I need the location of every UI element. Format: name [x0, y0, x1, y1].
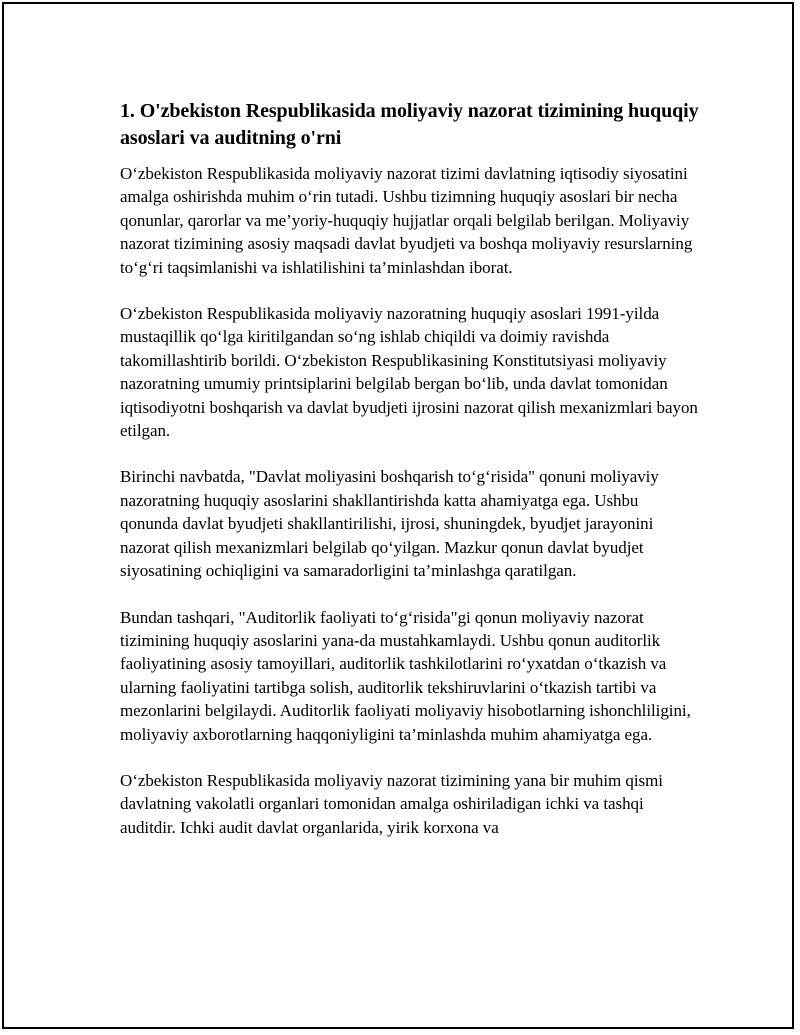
paragraph-2: O‘zbekiston Respublikasida moliyaviy nazoratning huquqiy asoslari 1991-yilda mustaqillik qo‘lga kiritilgandan so‘ng ishlab chiqildi va doimiy ravishda takomillashtirib borildi. O‘zbekiston Respublikasining Konstitutsiyasi moliyaviy nazoratning umumiy printsiplarini belgilab bergan bo‘lib, unda davlat tomonidan iqtisodiyotni boshqarish va davlat byudjeti ijrosini nazorat qilish mexanizmlari bayon etilgan. [120, 304, 698, 441]
section-heading: 1. O'zbekiston Respublikasida moliyaviy nazorat tizimining huquqiy asoslari va auditning o'rni [120, 100, 699, 149]
document-page [2, 2, 794, 1029]
document-body [120, 98, 700, 862]
paragraph-4: Bundan tashqari, "Auditorlik faoliyati to‘g‘risida"gi qonun moliyaviy nazorat tizimining huquqiy asoslarini yana-da mustahkamlaydi. Ushbu qonun auditorlik faoliyatining asosiy tamoyillari, auditorlik tashkilotlarini ro‘yxatdan o‘tkazish va ularning faoliyatini tartibga solish, auditorlik tekshiruvlarini o‘tkazish tartibi va mezonlarini belgilaydi. Auditorlik faoliyati moliyaviy hisobotlarning ishonchliligini, moliyaviy axborotlarning haqqoniyligini ta’minlashda muhim ahamiyatga ega. [120, 607, 691, 744]
paragraph-5: O‘zbekiston Respublikasida moliyaviy nazorat tizimining yana bir muhim qismi davlatning vakolatli organlari tomonidan amalga oshiriladigan ichki va tashqi auditdir. Ichki audit davlat organlarida, yirik korxona va [120, 770, 663, 837]
paragraph-3: Birinchi navbatda, "Davlat moliyasini boshqarish to‘g‘risida" qonuni moliyaviy nazoratning huquqiy asoslarini shakllantirishda katta ahamiyatga ega. Ushbu qonunda davlat byudjeti shakllantirilishi, ijrosi, shuningdek, byudjet jarayonini nazorat qilish mexanizmlari belgilab qo‘yilgan. Mazkur qonun davlat byudjet siyosatining ochiqligini va samaradorligini ta’minlashga qaratilgan. [120, 467, 659, 581]
paragraph-1: O‘zbekiston Respublikasida moliyaviy nazorat tizimi davlatning iqtisodiy siyosatini amalga oshirishda muhim o‘rin tutadi. Ushbu tizimning huquqiy asoslari bir necha qonunlar, qarorlar va me’yoriy-huquqiy hujjatlar orqali belgilab berilgan. Moliyaviy nazorat tizimining asosiy maqsadi davlat byudjeti va boshqa moliyaviy resurslarning to‘g‘ri taqsimlanishi va ishlatilishini ta’minlashdan iborat. [120, 164, 693, 277]
